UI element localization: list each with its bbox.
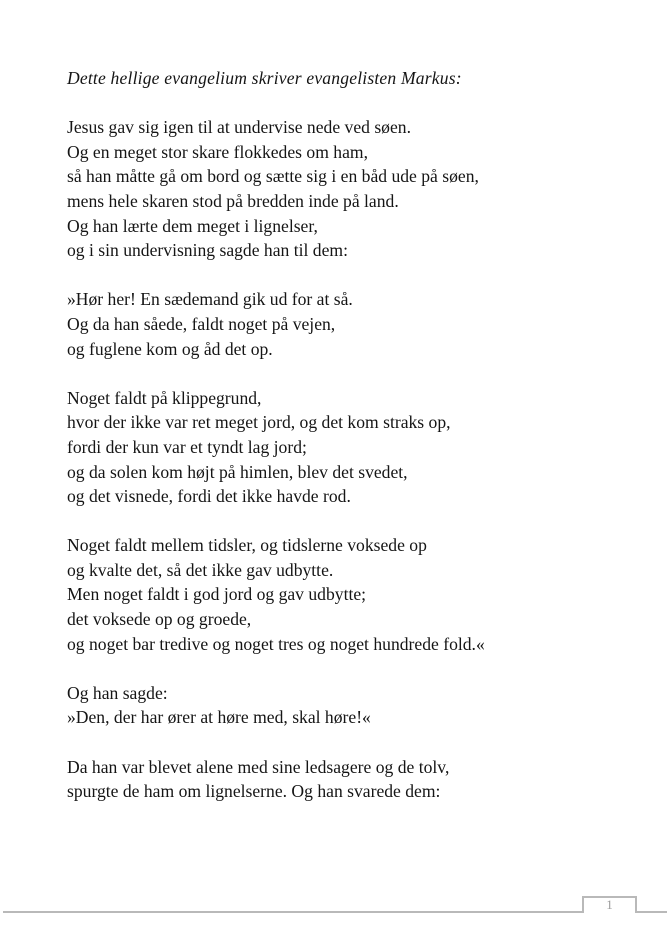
verse-line: og fuglene kom og åd det op. [67, 338, 273, 359]
verse-line: og noget bar tredive og noget tres og noget hundrede fold.« [67, 633, 485, 654]
verse-line: mens hele skaren stod på bredden inde på land. [67, 190, 399, 211]
gospel-text-body [67, 66, 627, 804]
verse-line: »Den, der har ører at høre med, skal høre!« [67, 707, 371, 728]
verse-line: så han måtte gå om bord og sætte sig i en båd ude på søen, [67, 166, 479, 187]
verse-line: Og en meget stor skare flokkedes om ham, [67, 141, 368, 162]
verse-line: fordi der kun var et tyndt lag jord; [67, 436, 307, 457]
verse-line: Men noget faldt i god jord og gav udbytte; [67, 584, 367, 605]
stanza-1 [67, 115, 627, 263]
verse-line: og i sin undervisning sagde han til dem: [67, 240, 348, 261]
stanza-2 [67, 287, 627, 361]
footer-rule-right [637, 911, 667, 913]
stanza-spacer [67, 361, 627, 386]
stanza-6 [67, 755, 627, 804]
verse-line: og det visnede, fordi det ikke havde rod. [67, 486, 351, 507]
verse-line: »Hør her! En sædemand gik ud for at så. [67, 289, 353, 310]
verse-line: og kvalte det, så det ikke gav udbytte. [67, 559, 334, 580]
stanza-spacer [67, 730, 627, 755]
verse-line: det voksede op og groede, [67, 609, 252, 630]
verse-line: Noget faldt mellem tidsler, og tidslerne voksede op [67, 535, 427, 556]
verse-line: Jesus gav sig igen til at undervise nede ved søen. [67, 117, 411, 138]
verse-line: og da solen kom højt på himlen, blev det svedet, [67, 461, 408, 482]
stanza-4 [67, 533, 627, 656]
verse-line: Og han sagde: [67, 682, 168, 703]
verse-line: Og da han såede, faldt noget på vejen, [67, 313, 336, 334]
stanza-3 [67, 386, 627, 509]
verse-line: Noget faldt på klippegrund, [67, 387, 262, 408]
stanza-spacer [67, 91, 627, 116]
stanza-spacer [67, 263, 627, 288]
verse-line: Og han lærte dem meget i lignelser, [67, 215, 318, 236]
stanza-spacer [67, 509, 627, 534]
verse-line: spurgte de ham om lignelserne. Og han svarede dem: [67, 781, 441, 802]
stanza-5 [67, 681, 627, 730]
page-number: 1 [606, 897, 613, 912]
page-footer [0, 896, 669, 930]
verse-line: Da han var blevet alene med sine ledsagere og de tolv, [67, 756, 450, 777]
footer-rule-left [3, 911, 582, 913]
gospel-heading: Dette hellige evangelium skriver evangelisten Markus: [67, 68, 462, 88]
stanza-spacer [67, 656, 627, 681]
verse-line: hvor der ikke var ret meget jord, og det kom straks op, [67, 412, 451, 433]
